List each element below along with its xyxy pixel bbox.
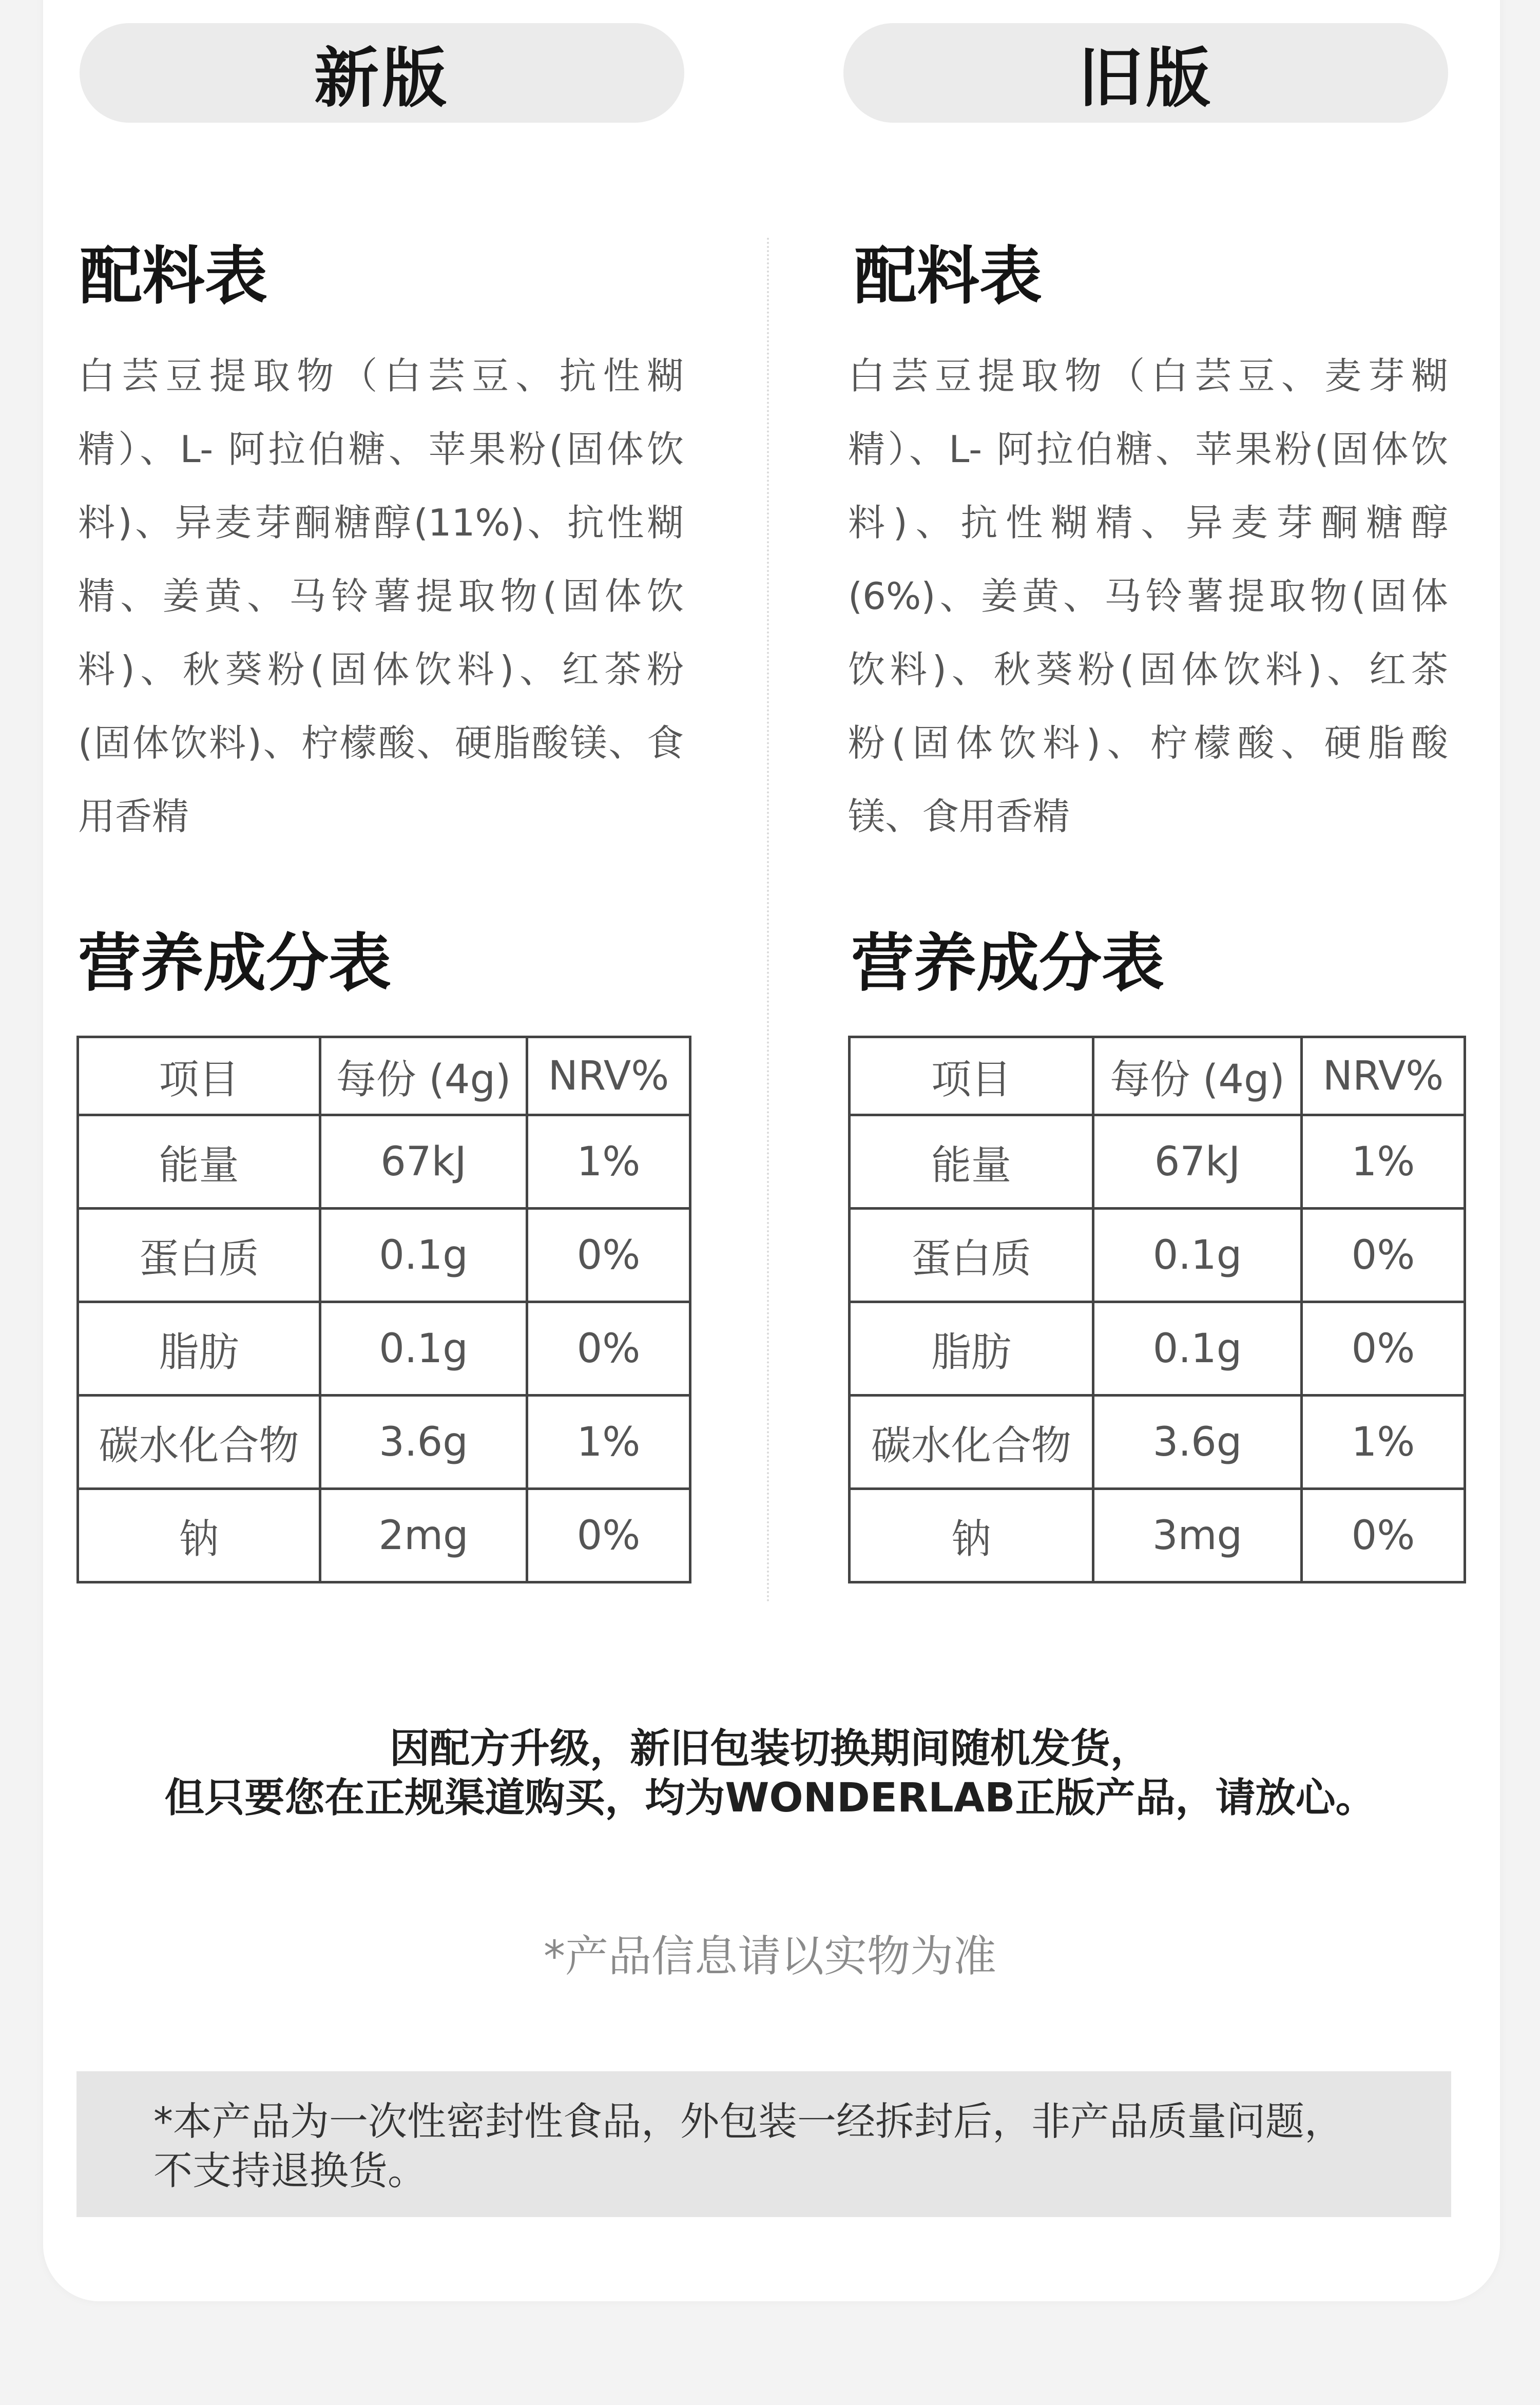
ingredients-line: 精）、L- 阿拉伯糖、苹果粉(固体饮 bbox=[78, 428, 684, 471]
new-nutrition-table bbox=[76, 1036, 691, 1583]
table-cell: 1% bbox=[1302, 1115, 1465, 1209]
header-cell-nrv: NRV% bbox=[527, 1037, 690, 1115]
notice-line: 但只要您在正规渠道购买，均为WONDERLAB正版产品，请放心。 bbox=[164, 1775, 1376, 1821]
table-row bbox=[850, 1396, 1465, 1489]
ingredients-line: 用香精 bbox=[78, 795, 189, 838]
new-nutrition-title: 营养成分表 bbox=[78, 927, 391, 1000]
table-header-row bbox=[78, 1037, 690, 1115]
table-cell: 67kJ bbox=[320, 1115, 527, 1209]
table-cell: 3.6g bbox=[1093, 1396, 1302, 1489]
old-ingredients-text bbox=[848, 339, 1448, 853]
table-cell: 0% bbox=[1302, 1489, 1465, 1582]
header-cell-nrv: NRV% bbox=[1302, 1037, 1465, 1115]
table-cell: 能量 bbox=[78, 1115, 320, 1209]
notice-line: 因配方升级，新旧包装切换期间随机发货， bbox=[389, 1726, 1150, 1772]
table-row bbox=[78, 1209, 690, 1302]
table-row bbox=[78, 1489, 690, 1582]
table-cell: 0.1g bbox=[320, 1302, 527, 1396]
table-cell: 蛋白质 bbox=[78, 1209, 320, 1302]
table-cell: 钠 bbox=[78, 1489, 320, 1582]
product-info-disclaimer: *产品信息请以实物为准 bbox=[543, 1931, 996, 1981]
ingredients-line: 饮料)、秋葵粉(固体饮料)、红茶 bbox=[848, 648, 1448, 691]
table-row bbox=[78, 1396, 690, 1489]
table-cell: 2mg bbox=[320, 1489, 527, 1582]
table-cell: 3.6g bbox=[320, 1396, 527, 1489]
ingredients-line: 镁、食用香精 bbox=[848, 795, 1070, 838]
return-policy-line: 不支持退换货。 bbox=[153, 2148, 427, 2193]
ingredients-line: (固体饮料)、柠檬酸、硬脂酸镁、食 bbox=[78, 721, 684, 765]
header-cell-item: 项目 bbox=[850, 1037, 1093, 1115]
table-cell: 0.1g bbox=[1093, 1209, 1302, 1302]
ingredients-line: 白芸豆提取物（白芸豆、抗性糊 bbox=[78, 354, 684, 397]
return-policy-line: *本产品为一次性密封性食品，外包装一经拆封后，非产品质量问题， bbox=[153, 2098, 1343, 2144]
table-cell: 0% bbox=[527, 1302, 690, 1396]
table-cell: 钠 bbox=[850, 1489, 1093, 1582]
ingredients-line: (6%)、姜黄、马铃薯提取物(固体 bbox=[848, 575, 1448, 618]
ingredients-line: 料)、异麦芽酮糖醇(11%)、抗性糊 bbox=[78, 501, 684, 544]
return-policy-box bbox=[76, 2071, 1451, 2217]
column-divider bbox=[767, 238, 769, 1603]
new-ingredients-title: 配料表 bbox=[80, 240, 267, 313]
table-row bbox=[850, 1302, 1465, 1396]
table-row bbox=[850, 1209, 1465, 1302]
table-cell: 0.1g bbox=[320, 1209, 527, 1302]
old-version-label: 旧版 bbox=[843, 23, 1448, 123]
ingredients-line: 白芸豆提取物（白芸豆、麦芽糊 bbox=[848, 354, 1448, 397]
table-cell: 碳水化合物 bbox=[850, 1396, 1093, 1489]
table-cell: 3mg bbox=[1093, 1489, 1302, 1582]
table-cell: 0% bbox=[1302, 1302, 1465, 1396]
old-ingredients-title: 配料表 bbox=[854, 240, 1042, 313]
new-ingredients-text bbox=[78, 339, 684, 853]
table-cell: 0% bbox=[527, 1489, 690, 1582]
table-cell: 脂肪 bbox=[78, 1302, 320, 1396]
old-nutrition-title: 营养成分表 bbox=[851, 927, 1164, 1000]
table-row bbox=[850, 1115, 1465, 1209]
table-cell: 1% bbox=[1302, 1396, 1465, 1489]
table-cell: 0% bbox=[527, 1209, 690, 1302]
header-cell-item: 项目 bbox=[78, 1037, 320, 1115]
table-cell: 蛋白质 bbox=[850, 1209, 1093, 1302]
table-cell: 1% bbox=[527, 1115, 690, 1209]
ingredients-line: 料)、秋葵粉(固体饮料)、红茶粉 bbox=[78, 648, 684, 691]
ingredients-line: 料)、抗性糊精、异麦芽酮糖醇 bbox=[848, 501, 1448, 544]
ingredients-line: 粉(固体饮料)、柠檬酸、硬脂酸 bbox=[848, 721, 1448, 765]
ingredients-line: 精、姜黄、马铃薯提取物(固体饮 bbox=[78, 575, 684, 618]
table-cell: 0.1g bbox=[1093, 1302, 1302, 1396]
header-cell-per-serving: 每份 (4g) bbox=[1093, 1037, 1302, 1115]
table-cell: 能量 bbox=[850, 1115, 1093, 1209]
table-cell: 67kJ bbox=[1093, 1115, 1302, 1209]
table-cell: 脂肪 bbox=[850, 1302, 1093, 1396]
ingredients-line: 精）、L- 阿拉伯糖、苹果粉(固体饮 bbox=[848, 428, 1448, 471]
table-cell: 1% bbox=[527, 1396, 690, 1489]
old-nutrition-table bbox=[848, 1036, 1466, 1583]
table-cell: 碳水化合物 bbox=[78, 1396, 320, 1489]
table-cell: 0% bbox=[1302, 1209, 1465, 1302]
table-row bbox=[78, 1302, 690, 1396]
table-row bbox=[850, 1489, 1465, 1582]
formula-upgrade-notice bbox=[0, 1724, 1540, 1823]
header-cell-per-serving: 每份 (4g) bbox=[320, 1037, 527, 1115]
new-version-label: 新版 bbox=[80, 23, 684, 123]
table-header-row bbox=[850, 1037, 1465, 1115]
table-row bbox=[78, 1115, 690, 1209]
